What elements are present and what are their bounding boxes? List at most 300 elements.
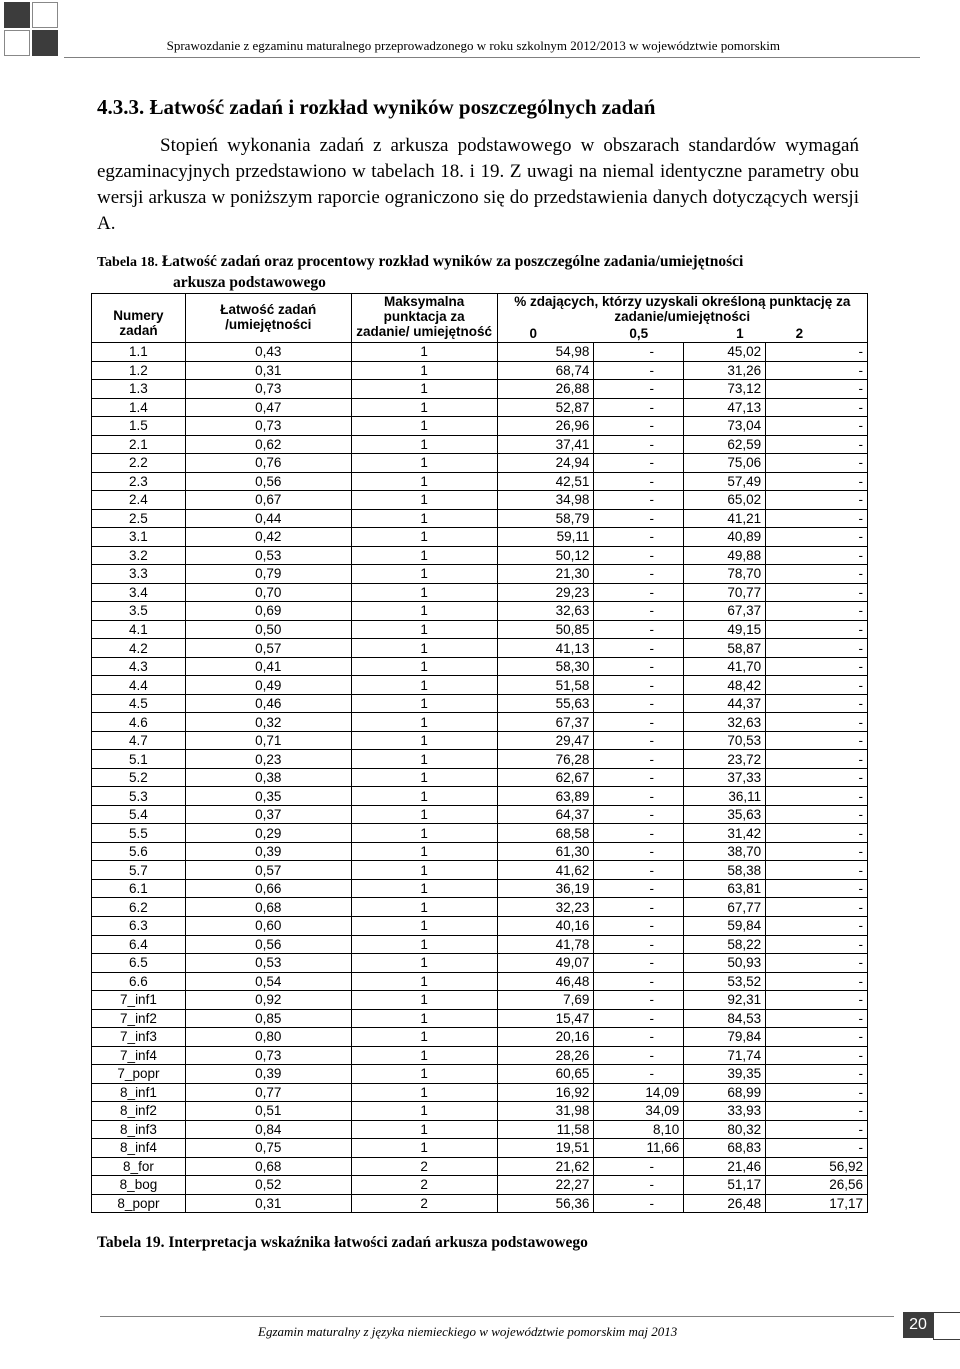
table-cell: 29,23 xyxy=(497,583,594,602)
table-cell: 62,67 xyxy=(497,768,594,787)
table-row xyxy=(92,768,868,787)
table-cell: 1 xyxy=(351,935,497,954)
table-cell: - xyxy=(594,842,684,861)
table-cell: 1 xyxy=(351,750,497,769)
table-cell: - xyxy=(594,1176,684,1195)
table-row xyxy=(92,417,868,436)
footer-rule xyxy=(100,1316,894,1317)
corner-logo xyxy=(4,2,58,56)
table-cell: 0,75 xyxy=(185,1139,351,1158)
table-cell: - xyxy=(594,417,684,436)
table-cell: 0,50 xyxy=(185,620,351,639)
table-cell: 0,51 xyxy=(185,1102,351,1121)
intro-paragraph xyxy=(97,133,859,237)
table-cell: - xyxy=(766,546,868,565)
table-cell: 0,44 xyxy=(185,509,351,528)
table-cell: 1 xyxy=(351,1102,497,1121)
table-cell: - xyxy=(766,768,868,787)
table18-caption xyxy=(97,252,743,293)
table-cell: 6.1 xyxy=(92,879,186,898)
table-cell: 1 xyxy=(351,361,497,380)
table-cell: 0,54 xyxy=(185,972,351,991)
table-cell: 0,43 xyxy=(185,343,351,362)
table-cell: 49,15 xyxy=(684,620,766,639)
table-cell: - xyxy=(766,491,868,510)
table-cell: 34,98 xyxy=(497,491,594,510)
table-cell: 7_popr xyxy=(92,1065,186,1084)
table-cell: 1 xyxy=(351,343,497,362)
table-cell: 7,69 xyxy=(497,991,594,1010)
table-cell: 47,13 xyxy=(684,398,766,417)
table-cell: 2.3 xyxy=(92,472,186,491)
table-cell: 14,09 xyxy=(594,1083,684,1102)
table-cell: - xyxy=(766,454,868,473)
table-row xyxy=(92,1120,868,1139)
table-cell: 36,19 xyxy=(497,879,594,898)
table-cell: - xyxy=(594,454,684,473)
table-cell: - xyxy=(594,343,684,362)
table-cell: - xyxy=(766,954,868,973)
col-header-p1: 1 xyxy=(684,324,766,343)
table-cell: - xyxy=(766,1046,868,1065)
table-cell: 6.4 xyxy=(92,935,186,954)
table-cell: 1 xyxy=(351,805,497,824)
table-cell: 1 xyxy=(351,491,497,510)
table-cell: 1 xyxy=(351,565,497,584)
header-rule xyxy=(64,57,920,58)
table-cell: - xyxy=(766,565,868,584)
table-cell: 8_popr xyxy=(92,1194,186,1213)
table-cell: 4.4 xyxy=(92,676,186,695)
table-cell: 1 xyxy=(351,824,497,843)
table-cell: 61,30 xyxy=(497,842,594,861)
table-cell: - xyxy=(594,528,684,547)
table-cell: 33,93 xyxy=(684,1102,766,1121)
table-cell: - xyxy=(766,435,868,454)
table-cell: - xyxy=(594,472,684,491)
col-header-percent: % zdających, którzy uzyskali określoną punktację za zadanie/umiejętności xyxy=(497,294,867,325)
table-cell: 0,62 xyxy=(185,435,351,454)
table-row xyxy=(92,935,868,954)
table-row xyxy=(92,676,868,695)
table-cell: 54,98 xyxy=(497,343,594,362)
table-row xyxy=(92,1194,868,1213)
table-cell: 1 xyxy=(351,1046,497,1065)
table-cell: 22,27 xyxy=(497,1176,594,1195)
table-row xyxy=(92,1102,868,1121)
table-cell: 67,37 xyxy=(497,713,594,732)
table-cell: - xyxy=(594,361,684,380)
table-cell: 71,74 xyxy=(684,1046,766,1065)
table-cell: 4.2 xyxy=(92,639,186,658)
table-row xyxy=(92,435,868,454)
table19-caption: Tabela 19. Interpretacja wskaźnika łatwości zadań arkusza podstawowego xyxy=(97,1234,588,1251)
table18-subtitle: arkusza podstawowego xyxy=(173,274,326,291)
table-cell: - xyxy=(594,787,684,806)
table-cell: 1 xyxy=(351,676,497,695)
table-row xyxy=(92,343,868,362)
table-cell: 92,31 xyxy=(684,991,766,1010)
table-row xyxy=(92,694,868,713)
table-cell: 32,63 xyxy=(497,602,594,621)
table-cell: 4.6 xyxy=(92,713,186,732)
table-cell: 67,77 xyxy=(684,898,766,917)
table-cell: - xyxy=(594,824,684,843)
table-cell: 0,29 xyxy=(185,824,351,843)
table-cell: 41,62 xyxy=(497,861,594,880)
table-cell: - xyxy=(594,1009,684,1028)
table-row xyxy=(92,731,868,750)
table-cell: 0,80 xyxy=(185,1028,351,1047)
table-row xyxy=(92,1065,868,1084)
table-cell: 0,42 xyxy=(185,528,351,547)
table-cell: 5.1 xyxy=(92,750,186,769)
table-row xyxy=(92,972,868,991)
table-cell: - xyxy=(594,731,684,750)
table18-label: Tabela 18. xyxy=(97,255,158,270)
table-cell: 1 xyxy=(351,398,497,417)
table-cell: - xyxy=(594,546,684,565)
table-cell: 68,99 xyxy=(684,1083,766,1102)
table-cell: 1.4 xyxy=(92,398,186,417)
table-cell: - xyxy=(594,435,684,454)
table-cell: 0,57 xyxy=(185,639,351,658)
table-cell: 1.5 xyxy=(92,417,186,436)
table-cell: - xyxy=(766,713,868,732)
table-cell: 0,84 xyxy=(185,1120,351,1139)
table-cell: 16,92 xyxy=(497,1083,594,1102)
table-row xyxy=(92,861,868,880)
table-cell: - xyxy=(594,991,684,1010)
table-cell: 0,69 xyxy=(185,602,351,621)
table-cell: 7_inf2 xyxy=(92,1009,186,1028)
table-cell: 0,68 xyxy=(185,898,351,917)
table-cell: - xyxy=(594,861,684,880)
table-row xyxy=(92,398,868,417)
table-cell: 1 xyxy=(351,879,497,898)
table-cell: 0,41 xyxy=(185,657,351,676)
table-cell: 1 xyxy=(351,842,497,861)
table-row xyxy=(92,824,868,843)
table-cell: - xyxy=(594,639,684,658)
table-cell: 40,16 xyxy=(497,916,594,935)
table-cell: - xyxy=(766,991,868,1010)
table-cell: - xyxy=(766,676,868,695)
table-cell: - xyxy=(594,713,684,732)
table-cell: 1 xyxy=(351,380,497,399)
table-cell: 52,87 xyxy=(497,398,594,417)
table-cell: 5.4 xyxy=(92,805,186,824)
table-row xyxy=(92,657,868,676)
table-cell: - xyxy=(766,620,868,639)
table-cell: - xyxy=(766,528,868,547)
table-cell: - xyxy=(594,602,684,621)
table-row xyxy=(92,916,868,935)
table-cell: - xyxy=(766,380,868,399)
table-cell: - xyxy=(766,1139,868,1158)
table-cell: 49,07 xyxy=(497,954,594,973)
table-cell: 63,81 xyxy=(684,879,766,898)
table-cell: 49,88 xyxy=(684,546,766,565)
table-cell: 76,28 xyxy=(497,750,594,769)
table-cell: 51,58 xyxy=(497,676,594,695)
table-cell: 1 xyxy=(351,916,497,935)
table-cell: 5.2 xyxy=(92,768,186,787)
table-cell: 5.3 xyxy=(92,787,186,806)
table-row xyxy=(92,583,868,602)
table-cell: 41,78 xyxy=(497,935,594,954)
table-cell: - xyxy=(766,1009,868,1028)
table-cell: 60,65 xyxy=(497,1065,594,1084)
table-cell: 2.5 xyxy=(92,509,186,528)
table-cell: 6.2 xyxy=(92,898,186,917)
table-cell: 0,71 xyxy=(185,731,351,750)
table-cell: 1 xyxy=(351,620,497,639)
table-cell: 23,72 xyxy=(684,750,766,769)
table-cell: 73,04 xyxy=(684,417,766,436)
table-cell: 0,47 xyxy=(185,398,351,417)
running-footer: Egzamin maturalny z języka niemieckiego w województwie pomorskim maj 2013 xyxy=(258,1324,678,1339)
table-cell: - xyxy=(594,676,684,695)
col-header-ease: Łatwość zadań /umiejętności xyxy=(185,294,351,343)
table-cell: 5.5 xyxy=(92,824,186,843)
page-number-frame xyxy=(933,1312,960,1340)
table-cell: 2.1 xyxy=(92,435,186,454)
table-cell: 0,23 xyxy=(185,750,351,769)
table-cell: 3.3 xyxy=(92,565,186,584)
table-row xyxy=(92,361,868,380)
table-cell: 28,26 xyxy=(497,1046,594,1065)
table-cell: 21,46 xyxy=(684,1157,766,1176)
col-header-max-points: Maksymalna punktacja za zadanie/ umiejętność xyxy=(351,294,497,343)
table-cell: 44,37 xyxy=(684,694,766,713)
table-cell: - xyxy=(766,898,868,917)
table-cell: - xyxy=(594,657,684,676)
table-cell: 4.7 xyxy=(92,731,186,750)
table-cell: 41,70 xyxy=(684,657,766,676)
table-cell: 2 xyxy=(351,1157,497,1176)
table-cell: 2.4 xyxy=(92,491,186,510)
table-cell: - xyxy=(766,879,868,898)
table-cell: 58,38 xyxy=(684,861,766,880)
table-cell: - xyxy=(594,898,684,917)
table-cell: 36,11 xyxy=(684,787,766,806)
table-cell: 8,10 xyxy=(594,1120,684,1139)
table-cell: 0,67 xyxy=(185,491,351,510)
table-cell: - xyxy=(594,972,684,991)
table-cell: 1 xyxy=(351,768,497,787)
table-cell: 59,84 xyxy=(684,916,766,935)
table-cell: 26,88 xyxy=(497,380,594,399)
table-cell: 3.5 xyxy=(92,602,186,621)
table-cell: 58,87 xyxy=(684,639,766,658)
table-cell: 70,53 xyxy=(684,731,766,750)
table18-title: Łatwość zadań oraz procentowy rozkład wyników za poszczególne zadania/umiejętności xyxy=(161,253,744,270)
table-cell: 8_for xyxy=(92,1157,186,1176)
table-cell: 26,96 xyxy=(497,417,594,436)
table-cell: 0,68 xyxy=(185,1157,351,1176)
table-row xyxy=(92,879,868,898)
table-cell: 46,48 xyxy=(497,972,594,991)
table-cell: 0,31 xyxy=(185,1194,351,1213)
table-row xyxy=(92,1176,868,1195)
table-cell: 38,70 xyxy=(684,842,766,861)
table-row xyxy=(92,1157,868,1176)
section-title: 4.3.3. Łatwość zadań i rozkład wyników poszczególnych zadań xyxy=(97,95,656,119)
table-cell: 1 xyxy=(351,509,497,528)
table-cell: 1 xyxy=(351,898,497,917)
table-cell: - xyxy=(766,657,868,676)
table-row xyxy=(92,472,868,491)
table-cell: 75,06 xyxy=(684,454,766,473)
table-cell: - xyxy=(594,750,684,769)
table-cell: - xyxy=(766,824,868,843)
table-row xyxy=(92,565,868,584)
table-cell: 1 xyxy=(351,991,497,1010)
table-cell: 62,59 xyxy=(684,435,766,454)
table-cell: 70,77 xyxy=(684,583,766,602)
table-cell: 1 xyxy=(351,972,497,991)
table-cell: 8_inf1 xyxy=(92,1083,186,1102)
table-cell: - xyxy=(594,583,684,602)
table-cell: 78,70 xyxy=(684,565,766,584)
table-cell: 45,02 xyxy=(684,343,766,362)
table-cell: 32,23 xyxy=(497,898,594,917)
table-row xyxy=(92,1046,868,1065)
table-cell: 0,77 xyxy=(185,1083,351,1102)
table-cell: - xyxy=(594,1065,684,1084)
table-cell: 64,37 xyxy=(497,805,594,824)
table-cell: 7_inf3 xyxy=(92,1028,186,1047)
table-cell: 37,33 xyxy=(684,768,766,787)
table-cell: 0,79 xyxy=(185,565,351,584)
table-cell: 0,92 xyxy=(185,991,351,1010)
table-cell: 0,56 xyxy=(185,472,351,491)
table-body xyxy=(92,343,868,1213)
table-cell: 6.5 xyxy=(92,954,186,973)
table-cell: 2 xyxy=(351,1194,497,1213)
table-cell: 0,37 xyxy=(185,805,351,824)
table-row xyxy=(92,454,868,473)
table-cell: 53,52 xyxy=(684,972,766,991)
table-cell: - xyxy=(594,380,684,399)
table-cell: 1 xyxy=(351,787,497,806)
table-row xyxy=(92,509,868,528)
table-cell: - xyxy=(594,879,684,898)
table-cell: - xyxy=(594,509,684,528)
table-cell: - xyxy=(766,343,868,362)
table-cell: 50,85 xyxy=(497,620,594,639)
table-cell: 1 xyxy=(351,472,497,491)
table-cell: 58,30 xyxy=(497,657,594,676)
running-header: Sprawozdanie z egzaminu maturalnego przeprowadzonego w roku szkolnym 2012/2013 w województwie pomorskim xyxy=(166,38,780,53)
table-cell: - xyxy=(766,916,868,935)
table-cell: - xyxy=(766,787,868,806)
table-cell: - xyxy=(766,1028,868,1047)
table-row xyxy=(92,602,868,621)
table-cell: 0,53 xyxy=(185,546,351,565)
table-cell: 0,56 xyxy=(185,935,351,954)
results-table xyxy=(91,293,868,1213)
table-cell: 20,16 xyxy=(497,1028,594,1047)
table-cell: 1.1 xyxy=(92,343,186,362)
table-cell: - xyxy=(594,1194,684,1213)
table-cell: 55,63 xyxy=(497,694,594,713)
table-row xyxy=(92,1139,868,1158)
table-cell: 57,49 xyxy=(684,472,766,491)
col-header-p2: 2 xyxy=(766,324,868,343)
table-cell: - xyxy=(766,509,868,528)
table-cell: 1 xyxy=(351,639,497,658)
table-cell: 1 xyxy=(351,435,497,454)
table-cell: - xyxy=(594,398,684,417)
table-row xyxy=(92,954,868,973)
table-cell: 1 xyxy=(351,1139,497,1158)
table-cell: 1 xyxy=(351,731,497,750)
table-cell: 0,35 xyxy=(185,787,351,806)
table-cell: 1 xyxy=(351,583,497,602)
table-cell: 56,36 xyxy=(497,1194,594,1213)
table-row xyxy=(92,546,868,565)
table-cell: 21,30 xyxy=(497,565,594,584)
table-cell: - xyxy=(766,398,868,417)
table-cell: 6.6 xyxy=(92,972,186,991)
table-cell: - xyxy=(594,565,684,584)
table-cell: 0,46 xyxy=(185,694,351,713)
table-row xyxy=(92,991,868,1010)
table-cell: 21,62 xyxy=(497,1157,594,1176)
table-cell: 0,73 xyxy=(185,417,351,436)
table-cell: 0,76 xyxy=(185,454,351,473)
table-row xyxy=(92,842,868,861)
col-header-p0: 0 xyxy=(497,324,594,343)
table-cell: - xyxy=(594,935,684,954)
table-cell: - xyxy=(766,417,868,436)
table-cell: 1 xyxy=(351,528,497,547)
col-header-p05: 0,5 xyxy=(594,324,684,343)
table-cell: 67,37 xyxy=(684,602,766,621)
table-cell: - xyxy=(594,491,684,510)
table-cell: 1 xyxy=(351,713,497,732)
col-header-numbers: Numery zadań xyxy=(92,294,186,343)
table-row xyxy=(92,528,868,547)
table-cell: - xyxy=(594,1046,684,1065)
table-cell: 1 xyxy=(351,1009,497,1028)
table-cell: - xyxy=(594,1028,684,1047)
table-cell: - xyxy=(594,694,684,713)
table-cell: - xyxy=(766,1065,868,1084)
table-cell: 29,47 xyxy=(497,731,594,750)
table-cell: 0,60 xyxy=(185,916,351,935)
table-cell: - xyxy=(766,731,868,750)
table-cell: 1 xyxy=(351,694,497,713)
table-cell: 48,42 xyxy=(684,676,766,695)
table-cell: - xyxy=(766,472,868,491)
table-cell: 8_inf4 xyxy=(92,1139,186,1158)
table-cell: 31,42 xyxy=(684,824,766,843)
table-cell: 50,93 xyxy=(684,954,766,973)
table-cell: 2 xyxy=(351,1176,497,1195)
table-cell: 1 xyxy=(351,1065,497,1084)
table-cell: 5.7 xyxy=(92,861,186,880)
table-cell: - xyxy=(594,1157,684,1176)
table-row xyxy=(92,1009,868,1028)
table-cell: - xyxy=(766,935,868,954)
table-cell: 35,63 xyxy=(684,805,766,824)
table-cell: 0,32 xyxy=(185,713,351,732)
table-cell: 39,35 xyxy=(684,1065,766,1084)
table-cell: 1 xyxy=(351,454,497,473)
